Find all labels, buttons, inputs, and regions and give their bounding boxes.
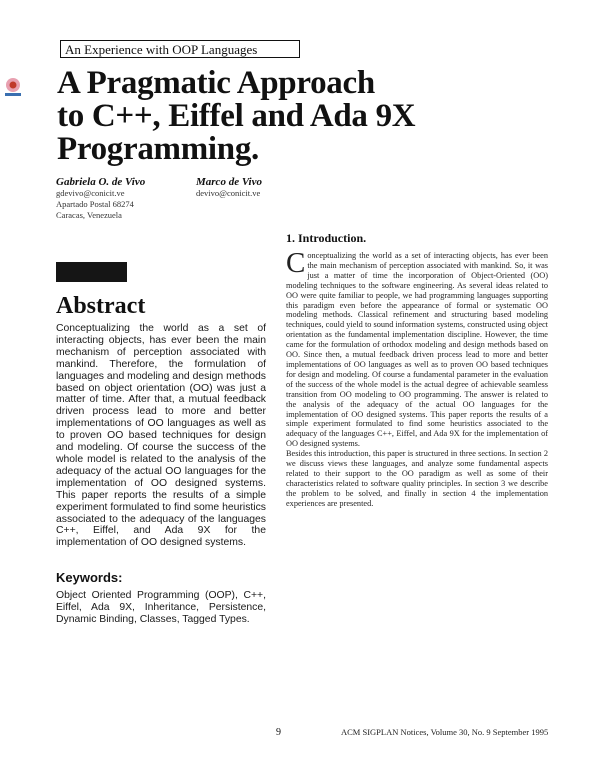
introduction-text [286,247,548,509]
decorative-bar [56,262,127,282]
author-name: Marco de Vivo [196,176,262,188]
author-city: Caracas, Venezuela [56,210,122,220]
author-block [56,176,186,221]
keywords-text: Object Oriented Programming (OOP), C++, Eiffel, Ada 9X, Inheritance, Persistence, Dynamic Binding, Classes, Tagged Types. [56,590,266,625]
title-line: to C++, Eiffel and Ada 9X [57,98,416,134]
title-line: Programming. [57,131,260,167]
abstract-heading: Abstract [56,293,146,319]
author-address: Apartado Postal 68274 [56,199,134,209]
author-block [196,176,326,199]
paper-title [57,67,497,166]
author-email: devivo@conicit.ve [196,188,261,198]
introduction-paragraph: onceptualizing the world as a set of interacting objects, has ever been the main mechanism of perception associated with mankind. So, it was just a matter of time the incorporation of Object-Oriented (OO) modeling techniques to the software engineering. As several ideas related to OO were quite familiar to people, we had programming languages supporting this paradigm even before the appearance of formal or systematic OO modeling methods. Classical refinement and structuring based modeling techniques, could yield to sound information systems, constructed using object orientation as the fundamental implementation discipline. However, the time came for the formulation of orthodox modeling and design methods based on OO. Since then, a mutual feedback driven process lead to more and better implementations of OO languages as well as to proven OO based techniques for design and modeling. Of course a fundamental parameter in the evaluation of the success of the whole model is the actual degree of achievable seamless transition from OO modeling to OO programming. The answer is related to the analysis of the adequacy of the actual OO languages for the implementation of OO designed systems. This paper reports the results of a simple experiment formulated to find some heuristics associated to the adequacy of the languages C++, Eiffel, and Ada 9X for the implementation of OO designed systems. [286,251,548,449]
introduction-paragraph: Besides this introduction, this paper is structured in three sections. In section 2 we discuss views these languages, and analyze some fundamental aspects related to their support to the OO paradigm as well as some of their characteristics related to software quality principles. In section 3 we describe the problem to be solved, and finally in section 4 the implementation experiences are presented. [286,449,548,508]
section-kicker: An Experience with OOP Languages [60,40,300,58]
page-number: 9 [276,727,281,738]
abstract-text: Conceptualizing the world as a set of interacting objects, has ever been the main mechanism of perception associated with mankind. Therefore, the formulation of languages and modeling and design methods based on object orientation (OO) was just a matter of time. After that, a mutual feedback driven process lead to more and better implementations of OO languages as well as to proven OO based techniques for design and modeling. Of course the success of the whole model is related to the analysis of the adequacy of the actual OO languages for the implementation of OO designed systems. This paper reports the results of a simple experiment formulated to find some heuristics associated to the adequacy of the languages C++, Eiffel, and Ada 9X for the implementation of OO designed systems. [56,323,266,549]
drop-cap: C [286,247,306,279]
publisher-logo-icon [2,76,24,98]
keywords-heading: Keywords: [56,570,123,585]
author-email: gdevivo@conicit.ve [56,188,125,198]
title-line: A Pragmatic Approach [57,65,375,101]
author-name: Gabriela O. de Vivo [56,176,146,188]
introduction-heading: 1. Introduction. [286,231,367,245]
journal-citation: ACM SIGPLAN Notices, Volume 30, No. 9 September 1995 [341,727,549,737]
